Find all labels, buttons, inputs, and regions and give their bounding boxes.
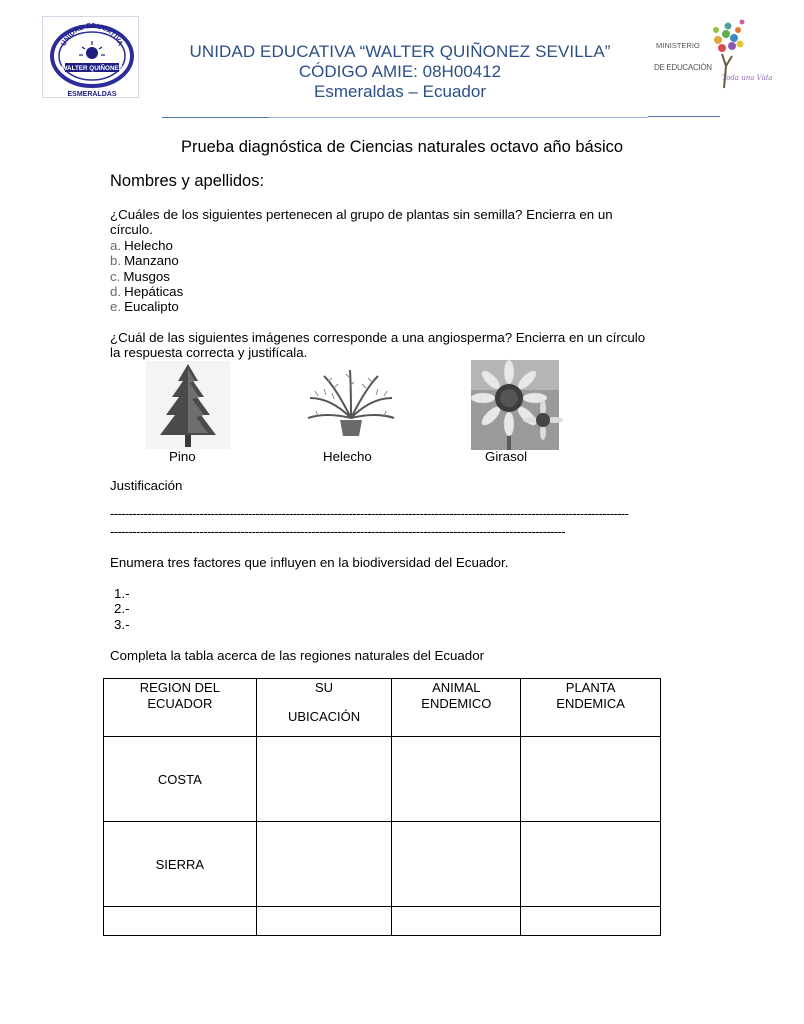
crest-city-text: ESMERALDAS [67,91,117,98]
column-header-location: SU UBICACIÓN [256,679,392,737]
page-title: Prueba diagnóstica de Ciencias naturales octavo año básico [180,138,624,156]
names-label: Nombres y apellidos: [110,172,265,190]
fern-caption: Helecho [323,449,372,464]
table-header-row [104,679,661,737]
ministry-tree-icon [652,14,773,92]
row-label-empty[interactable] [104,907,257,936]
list-item: 1.- [114,586,130,601]
ministry-line2: DE EDUCACIÓN [654,63,712,72]
table-cell[interactable] [256,737,392,822]
list-item: e. Eucalipto [110,299,179,314]
table-cell[interactable] [521,907,661,936]
question1-line1: ¿Cuáles de los siguientes pertenecen al grupo de plantas sin semilla? Encierra en un [110,207,613,222]
pine-tree-icon [146,361,230,449]
list-item: c. Musgos [110,269,170,284]
regions-table [103,678,661,936]
column-header-region: REGION DEL ECUADOR [104,679,257,737]
justification-label: Justificación [110,478,183,493]
ministry-logo [652,14,773,92]
sunflower-caption: Girasol [485,449,528,464]
amie-code: CÓDIGO AMIE: 08H00412 [298,62,502,81]
table-cell[interactable] [392,737,521,822]
ministry-line1: MINISTERIO [656,41,700,50]
crest-arc-text: UNIDAD EDUCATIVA [60,22,124,48]
answer-line[interactable]: -------------------------------------------------------------------------------------------------------------------------- [110,524,565,539]
table-row [104,737,661,822]
table-row [104,822,661,907]
crest-name-text: WALTER QUIÑONEZ [61,65,123,72]
list-item: 3.- [114,617,130,632]
table-cell[interactable] [521,737,661,822]
table-cell[interactable] [256,822,392,907]
table-cell[interactable] [392,822,521,907]
sunflower-image[interactable] [471,360,559,450]
ministry-script: Toda una Vida [722,74,773,82]
sunflower-icon [471,360,559,450]
school-name: UNIDAD EDUCATIVA “WALTER QUIÑONEZ SEVILLA” [189,42,611,61]
fern-icon [306,368,396,438]
school-crest-logo [42,16,139,98]
school-header [160,42,640,102]
header-divider-left [162,117,268,118]
table-cell[interactable] [256,907,392,936]
table-row [104,907,661,936]
pine-image[interactable] [146,361,230,449]
table-cell[interactable] [521,822,661,907]
question2-line1: ¿Cuál de las siguientes imágenes corresponde a una angiosperma? Encierra en un círculo [110,330,646,345]
row-label-sierra: SIERRA [104,822,257,907]
school-crest-icon [43,17,140,99]
column-header-plant: PLANTA ENDEMICA [521,679,661,737]
question4-text: Completa la tabla acerca de las regiones naturales del Ecuador [110,648,485,663]
fern-image[interactable] [306,368,396,438]
question2-line2: la respuesta correcta y justifícala. [110,345,308,360]
question1-line2: círculo. [110,222,153,237]
school-location: Esmeraldas – Ecuador [314,82,486,101]
list-item: a. Helecho [110,238,173,253]
row-label-costa: COSTA [104,737,257,822]
list-item: 2.- [114,601,130,616]
list-item: b. Manzano [110,253,179,268]
header-divider-right [648,116,720,117]
pine-caption: Pino [169,449,196,464]
list-item: d. Hepáticas [110,284,184,299]
table-cell[interactable] [392,907,521,936]
header-divider-mid [268,117,648,118]
answer-line[interactable]: ------------------------------------------------------------------------------------------------------------------------------------------- [110,506,629,521]
question3-text: Enumera tres factores que influyen en la biodiversidad del Ecuador. [110,555,509,570]
column-header-animal: ANIMAL ENDEMICO [392,679,521,737]
